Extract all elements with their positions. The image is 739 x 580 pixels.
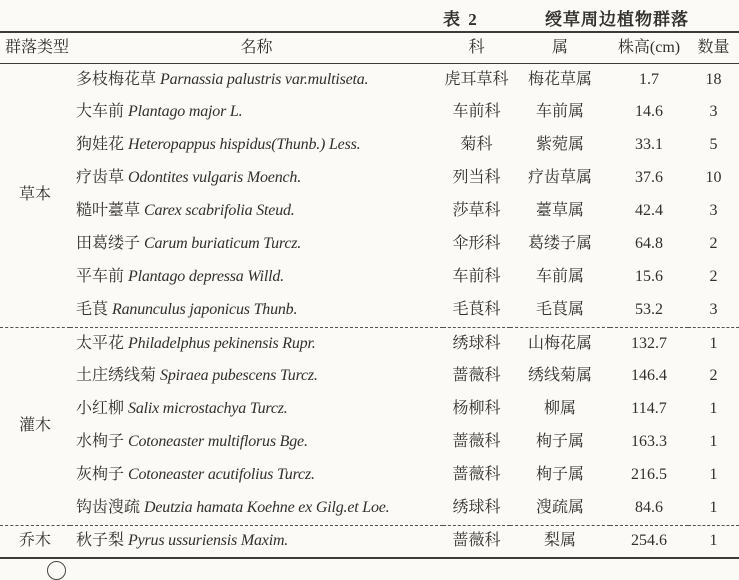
plant-latin-name: Pyrus ussuriensis Maxim.: [128, 532, 289, 550]
name-cell: [70, 195, 443, 228]
height-cell: 14.6: [635, 103, 663, 121]
name-cell: [70, 228, 443, 261]
family-cell: 莎草科: [452, 202, 501, 220]
plant-cn-name: 田葛缕子: [76, 235, 141, 253]
group-label-tree: 乔木: [0, 525, 70, 558]
genus-cell: 绣线菊属: [527, 367, 592, 385]
table-number: 表 2: [443, 10, 479, 29]
table-row: [0, 525, 739, 558]
table-row: [0, 96, 739, 129]
count-cell: 1: [688, 327, 739, 360]
genus-cell: 栒子属: [535, 433, 584, 451]
name-cell: [70, 294, 443, 327]
col-header-genus: 属: [510, 32, 610, 63]
genus-cell: 山梅花属: [510, 327, 610, 360]
height-cell: 64.8: [635, 235, 663, 253]
plant-cn-name: 糙叶薹草: [76, 202, 141, 220]
name-cell: [70, 393, 443, 426]
table-row: [0, 162, 739, 195]
plant-latin-name: Ranunculus japonicus Thunb.: [112, 301, 298, 319]
plant-cn-name: 毛茛: [76, 301, 109, 319]
count-cell: 2: [709, 268, 718, 286]
table-row: [0, 360, 739, 393]
plant-cn-name: 灰栒子: [76, 466, 125, 484]
family-cell: 车前科: [452, 268, 501, 286]
plant-latin-name: Salix microstachya Turcz.: [128, 400, 288, 418]
plant-cn-name: 太平花: [76, 334, 125, 352]
height-cell: 15.6: [635, 268, 663, 286]
count-cell: 1: [709, 400, 718, 418]
family-cell: 蔷薇科: [452, 433, 501, 451]
plant-cn-name: 小红柳: [76, 400, 125, 418]
family-cell: 列当科: [452, 169, 501, 187]
genus-cell: 栒子属: [535, 466, 584, 484]
height-cell: 146.4: [631, 367, 667, 385]
height-cell: 37.6: [635, 169, 663, 187]
name-cell: [70, 525, 443, 558]
count-cell: 1: [709, 433, 718, 451]
table-row: [0, 492, 739, 525]
count-cell: 1: [688, 525, 739, 558]
plant-latin-name: Philadelphus pekinensis Rupr.: [128, 334, 316, 352]
family-cell: 伞形科: [452, 235, 501, 253]
height-cell: 132.7: [610, 327, 688, 360]
count-cell: 1: [709, 499, 718, 517]
genus-cell: 车前属: [535, 103, 584, 121]
height-cell: 42.4: [635, 202, 663, 220]
name-cell: [70, 162, 443, 195]
genus-cell: 毛茛属: [535, 301, 584, 319]
table-caption: [0, 0, 739, 31]
genus-cell: 紫菀属: [535, 136, 584, 154]
col-header-community-type: 群落类型: [0, 32, 70, 63]
family-cell: 蔷薇科: [452, 367, 501, 385]
plant-latin-name: Heteropappus hispidus(Thunb.) Less.: [128, 136, 361, 154]
genus-cell: 溲疏属: [535, 499, 584, 517]
plant-cn-name: 大车前: [76, 103, 125, 121]
name-cell: [70, 360, 443, 393]
count-cell: 3: [709, 301, 718, 319]
plant-cn-name: 狗娃花: [76, 136, 125, 154]
count-cell: 2: [709, 235, 718, 253]
count-cell: 3: [709, 202, 718, 220]
genus-cell: 梨属: [510, 525, 610, 558]
height-cell: 33.1: [635, 136, 663, 154]
header-row: [0, 32, 739, 63]
table-row: [0, 228, 739, 261]
group-label-shrub: 灌木: [0, 327, 70, 525]
col-header-height: 株高(cm): [610, 32, 688, 63]
name-cell: [70, 459, 443, 492]
count-cell: 18: [705, 70, 722, 88]
plant-latin-name: Cotoneaster acutifolius Turcz.: [128, 466, 315, 484]
table-row: [0, 129, 739, 162]
count-cell: 10: [705, 169, 722, 187]
family-cell: 绣球科: [443, 327, 510, 360]
group-label-herb: 草本: [18, 185, 51, 203]
family-cell: 虎耳草科: [444, 70, 509, 88]
height-cell: 216.5: [631, 466, 667, 484]
count-cell: 1: [709, 466, 718, 484]
col-header-name: 名称: [70, 32, 443, 63]
genus-cell: 车前属: [535, 268, 584, 286]
plant-latin-name: Parnassia palustris var.multiseta.: [160, 70, 369, 88]
family-cell: 车前科: [452, 103, 501, 121]
plant-cn-name: 钩齿溲疏: [76, 499, 141, 517]
table-row: [0, 63, 739, 96]
table-header: [0, 32, 739, 63]
family-cell: 杨柳科: [452, 400, 501, 418]
genus-cell: 薹草属: [535, 202, 584, 220]
count-cell: 2: [709, 367, 718, 385]
plant-latin-name: Spiraea pubescens Turcz.: [160, 367, 318, 385]
genus-cell: 柳属: [543, 400, 576, 418]
plant-cn-name: 疗齿草: [76, 169, 125, 187]
footnote-marker-partial-circle: [47, 561, 66, 580]
plant-latin-name: Carum buriaticum Turcz.: [144, 235, 302, 253]
group-herb: [0, 63, 739, 327]
name-cell: [70, 492, 443, 525]
plant-community-table: [0, 31, 739, 559]
name-cell: [70, 129, 443, 162]
count-cell: 5: [709, 136, 718, 154]
family-cell: 蔷薇科: [443, 525, 510, 558]
family-cell: 绣球科: [452, 499, 501, 517]
plant-cn-name: 土庄绣线菊: [76, 367, 157, 385]
plant-latin-name: Carex scabrifolia Steud.: [144, 202, 295, 220]
table-row: [0, 459, 739, 492]
plant-cn-name: 秋子梨: [76, 532, 125, 550]
name-cell: [70, 63, 443, 96]
plant-cn-name: 多枝梅花草: [76, 70, 157, 88]
plant-latin-name: Deutzia hamata Koehne ex Gilg.et Loe.: [144, 499, 390, 517]
name-cell: [70, 426, 443, 459]
genus-cell: 疗齿草属: [527, 169, 592, 187]
table-row: [0, 426, 739, 459]
name-cell: [70, 96, 443, 129]
plant-cn-name: 平车前: [76, 268, 125, 286]
plant-latin-name: Plantago depressa Willd.: [128, 268, 284, 286]
table-row: [0, 294, 739, 327]
genus-cell: 梅花草属: [527, 70, 592, 88]
group-shrub: [0, 327, 739, 525]
count-cell: 3: [709, 103, 718, 121]
table-title: 绶草周边植物群落: [545, 10, 689, 29]
family-cell: 蔷薇科: [452, 466, 501, 484]
group-tree: [0, 525, 739, 558]
plant-latin-name: Plantago major L.: [128, 103, 243, 121]
plant-latin-name: Cotoneaster multiflorus Bge.: [128, 433, 308, 451]
height-cell: 1.7: [639, 70, 659, 88]
height-cell: 254.6: [610, 525, 688, 558]
table-row: [0, 393, 739, 426]
col-header-family: 科: [443, 32, 510, 63]
height-cell: 163.3: [631, 433, 667, 451]
family-cell: 菊科: [460, 136, 493, 154]
genus-cell: 葛缕子属: [527, 235, 592, 253]
plant-cn-name: 水栒子: [76, 433, 125, 451]
height-cell: 84.6: [635, 499, 663, 517]
table-row: [0, 327, 739, 360]
name-cell: [70, 327, 443, 360]
plant-latin-name: Odontites vulgaris Moench.: [128, 169, 302, 187]
name-cell: [70, 261, 443, 294]
table-row: [0, 195, 739, 228]
height-cell: 53.2: [635, 301, 663, 319]
table-row: [0, 261, 739, 294]
family-cell: 毛茛科: [452, 301, 501, 319]
col-header-count: 数量: [688, 32, 739, 63]
height-cell: 114.7: [631, 400, 667, 418]
